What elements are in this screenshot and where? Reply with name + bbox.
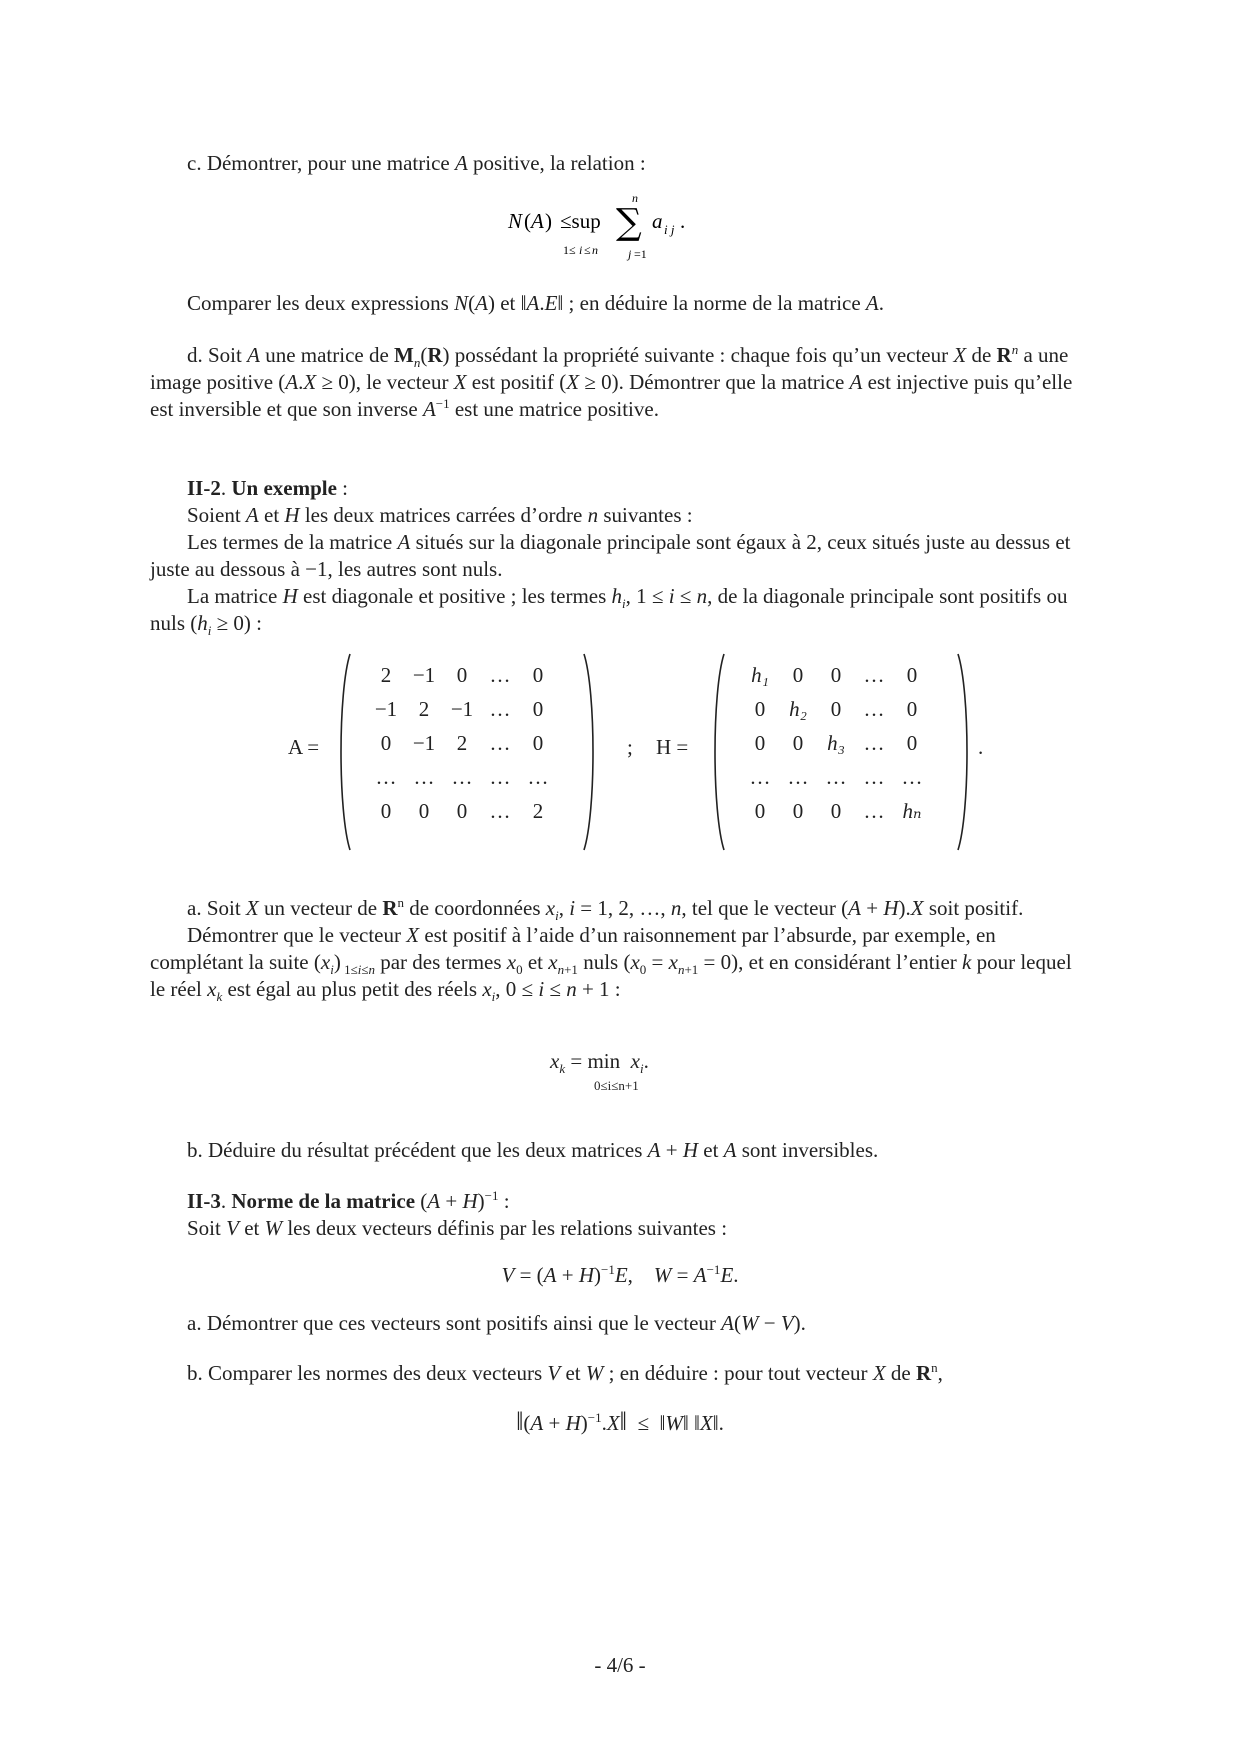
- part-c-formula: [0, 188, 1240, 268]
- svg-text:A: A: [531, 209, 544, 233]
- svg-text:j: j: [628, 247, 632, 261]
- matrix-a-cell: …: [489, 799, 511, 823]
- matrix-h-left-paren: [708, 652, 728, 852]
- matrix-a-cell: …: [375, 765, 397, 789]
- matrix-a-cell: …: [527, 765, 549, 789]
- matrix-h-cell: 0: [830, 799, 842, 823]
- matrix-a-cell: 0: [532, 663, 544, 687]
- matrix-a-cell: −1: [412, 731, 436, 755]
- section-3-formula2: ‖(A + H)$^{-1}$.X‖ ≤ ‖W‖ ‖X‖.: [516, 1407, 724, 1436]
- matrix-a-label: A =: [288, 735, 320, 759]
- matrix-h-cell: …: [749, 765, 771, 789]
- matrix-h-cell: 0: [830, 663, 842, 687]
- page-number: - 4/6 -: [594, 1653, 646, 1677]
- section-3-qa: a. Démontrer que ces vecteurs sont positifs ainsi que le vecteur A(W − V).: [187, 1311, 806, 1335]
- matrix-a: [288, 652, 608, 852]
- matrix-separator: ;: [627, 735, 633, 759]
- matrix-h-cell: 0: [830, 697, 842, 721]
- matrix-a-cell: 0: [456, 663, 468, 687]
- matrix-h-cell: 0: [754, 731, 766, 755]
- matrix-h-cell: 0: [754, 697, 766, 721]
- matrix-h-cell: …: [825, 765, 847, 789]
- matrix-h-label: H =: [656, 735, 689, 759]
- matrix-h-cell: h₁: [751, 663, 769, 687]
- matrix-a-cell: …: [489, 663, 511, 687]
- question-a-formula: $x_k = \min x_i$. 0≤i≤n+1: [0, 1048, 1240, 1095]
- svg-text:i: i: [579, 243, 583, 257]
- matrix-a-cell: 0: [380, 799, 392, 823]
- matrix-h-trailing: .: [978, 735, 984, 759]
- matrix-h-cell: …: [863, 799, 885, 823]
- matrix-h-cell: 0: [792, 663, 804, 687]
- matrix-a-cell: 2: [456, 731, 468, 755]
- matrix-a-cell: 2: [418, 697, 430, 721]
- part-d-text: d. Soit A une matrice de $M_n(R)$ possédant la propriété suivante : chaque fois qu’un vecteur X de $R^n$ a une image positive (A.X ≥ 0), le vecteur X est positif (X ≥ 0). Démontrer que la matrice A est injective puis qu’elle est inversible et que son inverse $A^{-1}$ est une matrice positive.: [150, 342, 1073, 421]
- matrix-h-cell: …: [863, 697, 885, 721]
- matrix-a-cell: −1: [412, 663, 436, 687]
- matrix-a-body: [365, 662, 585, 852]
- svg-text:N: N: [508, 209, 523, 233]
- matrix-h-cell: …: [863, 765, 885, 789]
- matrix-h-cell: hₙ: [902, 799, 922, 823]
- svg-text:≤sup: ≤sup: [560, 209, 601, 233]
- matrix-a-cell: −1: [450, 697, 474, 721]
- question-b: b. Déduire du résultat précédent que les deux matrices A + H et A sont inversibles.: [187, 1138, 879, 1162]
- svg-text:n: n: [592, 243, 598, 257]
- svg-text:1≤: 1≤: [563, 243, 576, 257]
- matrix-a-cell: −1: [374, 697, 398, 721]
- matrix-a-cell: 0: [532, 731, 544, 755]
- matrix-a-cell: …: [489, 765, 511, 789]
- section-3: II-3. Norme de la matrice $(A + H)^{-1}$ : Soit V et W les deux vecteurs définis par les relations suivantes :: [187, 1188, 728, 1240]
- section-3-formula: $V = (A + H)^{-1}E$, $W = A^{-1}E$.: [501, 1262, 739, 1287]
- matrix-h-cell: 0: [792, 731, 804, 755]
- svg-text:n: n: [632, 191, 638, 205]
- matrix-h-cell: 0: [792, 799, 804, 823]
- matrix-a-cell: 0: [532, 697, 544, 721]
- matrix-a-left-paren: [334, 652, 354, 852]
- svg-text:=1: =1: [634, 247, 647, 261]
- part-c-intro: c. Démontrer, pour une matrice A positive, la relation :: [187, 151, 646, 175]
- matrix-h-cell: 0: [754, 799, 766, 823]
- matrix-h-cell: 0: [906, 731, 918, 755]
- matrix-h-body: [739, 662, 959, 852]
- svg-text:(: (: [524, 209, 531, 233]
- matrix-a-cell: 2: [380, 663, 392, 687]
- matrix-a-cell: …: [413, 765, 435, 789]
- matrix-a-cell: …: [489, 697, 511, 721]
- matrix-h-cell: 0: [906, 697, 918, 721]
- matrix-h: [656, 652, 986, 852]
- matrix-a-cell: 0: [456, 799, 468, 823]
- section-3-qb: b. Comparer les normes des deux vecteurs V et W ; en déduire : pour tout vecteur X de $R^n$,: [187, 1360, 943, 1385]
- svg-text:): ): [545, 209, 552, 233]
- part-c-compare: Comparer les deux expressions N(A) et ‖A.E‖ ; en déduire la norme de la matrice A.: [187, 291, 884, 315]
- matrix-h-cell: 0: [906, 663, 918, 687]
- section-2: II-2. Un exemple : Soient A et H les deux matrices carrées d’ordre n suivantes : Les termes de la matrice A situés sur la diagonale principale sont égaux à 2, ceux situés juste au dessus et juste au dessous à −1, les autres sont nuls. La matrice H est diagonale et positive ; les termes $h_i$, 1 ≤ i ≤ n, de la diagonale principale sont positifs ou nuls $(h_i \ge 0)$ :: [150, 476, 1071, 639]
- matrix-h-cell: …: [901, 765, 923, 789]
- svg-text:.: .: [680, 209, 686, 233]
- matrix-h-cell: …: [787, 765, 809, 789]
- matrix-a-cell: …: [489, 731, 511, 755]
- matrix-a-cell: 0: [418, 799, 430, 823]
- matrix-a-cell: 2: [532, 799, 544, 823]
- question-a: a. Soit X un vecteur de $R^n$ de coordonnées $x_i$, i = 1, 2, …, n, tel que le vecteur (A + H).X soit positif. Démontrer que le vecteur X est positif à l’aide d’un raisonnement par l’absurde, par exemple, en complétant la suite $(x_i)$ $_{1\le i\le n}$ par des termes $x_0$ et $x_{n+1}$ nuls $(x_0 = x_{n+1} = 0)$, et en considérant l’entier k pour lequel le réel $x_k$ est égal au plus petit des réels $x_i$, 0 ≤ i ≤ n + 1 :: [150, 895, 1072, 1005]
- matrix-a-cell: …: [451, 765, 473, 789]
- matrix-h-cell: …: [863, 663, 885, 687]
- svg-text:≤: ≤: [584, 243, 591, 257]
- matrix-h-cell: …: [863, 731, 885, 755]
- svg-text:a: a: [652, 209, 663, 233]
- matrix-a-cell: 0: [380, 731, 392, 755]
- question-a-formula-sub: 0≤i≤n+1: [594, 1078, 639, 1093]
- svg-text:i j: i j: [664, 222, 675, 237]
- matrix-h-cell: h₂: [789, 697, 807, 721]
- svg-text:∑: ∑: [616, 202, 642, 243]
- matrix-h-cell: h₃: [827, 731, 845, 755]
